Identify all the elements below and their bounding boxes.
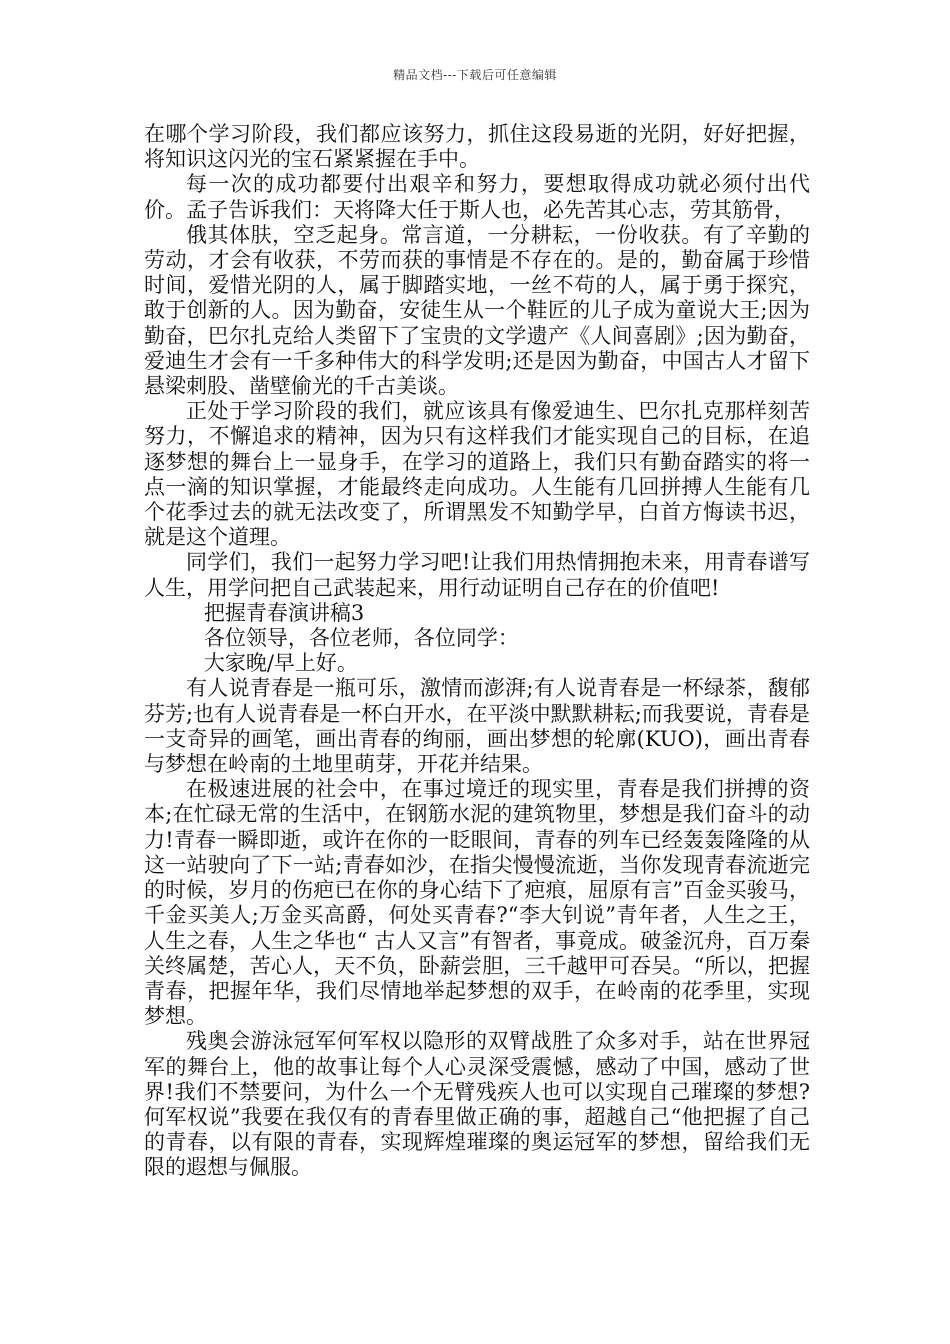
page-header: 精品文档---下载后可任意编辑 [393,68,557,82]
paragraph-youth-metaphor: 有人说青春是一瓶可乐，激情而澎湃;有人说青春是一杯绿茶，馥郁芬芳;也有人说青春是一杯白开水，在平淡中默默耕耘;而我要说，青春是一支奇异的画笔，画出青春的绚丽，画出梦想的轮廓(KUO)，画出青春与梦想在岭南的土地里萌芽，开花并结果。 [144,676,810,777]
document-body [144,122,810,1181]
paragraph-diligence: 俄其体肤，空乏起身。常言道，一分耕耘，一份收获。有了辛勤的劳动，才会有收获，不劳而获的事情是不存在的。是的，勤奋属于珍惜时间，爱惜光阴的人，属于脚踏实地，一丝不苟的人，属于勇于探究，敢于创新的人。因为勤奋，安徒生从一个鞋匠的儿子成为童说大王;因为勤奋，巴尔扎克给人类留下了宝贵的文学遗产《人间喜剧》;因为勤奋，爱迪生才会有一千多种伟大的科学发明;还是因为勤奋，中国古人才留下悬梁刺股、凿壁偷光的千古美谈。 [144,222,810,399]
paragraph-success-effort: 每一次的成功都要付出艰辛和努力，要想取得成功就必须付出代价。孟子告诉我们：天将降大任于斯人也，必先苦其心志，劳其筋骨， [144,172,810,222]
greeting: 大家晚/早上好。 [203,651,358,676]
paragraph-youth-capital: 在极速进展的社会中，在事过境迁的现实里，青春是我们拼搏的资本;在忙碌无常的生活中，在钢筋水泥的建筑物里，梦想是我们奋斗的动力!青春一瞬即逝，或许在你的一眨眼间，青春的列车已经轰轰隆隆的从这一站驶向了下一站;青春如沙，在指尖慢慢流逝，当你发现青春流逝完的时候，岁月的伤疤已在你的身心结下了疤痕，屈原有言”百金买骏马，千金买美人;万金买高爵，何处买青春?“李大钊说”青年者，人生之王，人生之春，人生之华也“ 古人又言”有智者，事竟成。破釜沉舟，百万秦关终属楚，苦心人，天不负，卧薪尝胆，三千越甲可吞吴。“所以，把握青春，把握年华，我们尽情地举起梦想的双手，在岭南的花季里，实现梦想。 [144,777,810,1029]
paragraph-study-stage: 正处于学习阶段的我们，就应该具有像爱迪生、巴尔扎克那样刻苦努力，不懈追求的精神，因为只有这样我们才能实现自己的目标，在追逐梦想的舞台上一显身手，在学习的道路上，我们只有勤奋踏实的将一点一滴的知识掌握，才能最终走向成功。人生能有几回拼搏人生能有几个花季过去的就无法改变了，所谓黑发不知勤学早，白首方悔读书迟，就是这个道理。 [144,399,810,550]
salutation: 各位领导，各位老师，各位同学： [203,626,519,651]
section-title: 把握青春演讲稿3 [203,600,365,625]
paragraph-paralympic-champion: 残奥会游泳冠军何军权以隐形的双臂战胜了众多对手，站在世界冠军的舞台上，他的故事让每个人心灵深受震憾，感动了中国，感动了世界!我们不禁要问，为什么一个无臂残疾人也可以实现自己璀璨的梦想?何军权说”我要在我仅有的青春里做正确的事，超越自己“他把握了自己的青春，以有限的青春，实现辉煌璀璨的奥运冠军的梦想，留给我们无限的遐想与佩服。 [144,1029,810,1180]
paragraph-classmates-call: 同学们，我们一起努力学习吧!让我们用热情拥抱未来，用青春谱写人生，用学问把自己武装起来，用行动证明自己存在的价值吧! [144,550,810,600]
paragraph-continuation: 在哪个学习阶段，我们都应该努力，抓住这段易逝的光阴，好好把握，将知识这闪光的宝石紧紧握在手中。 [144,122,810,172]
